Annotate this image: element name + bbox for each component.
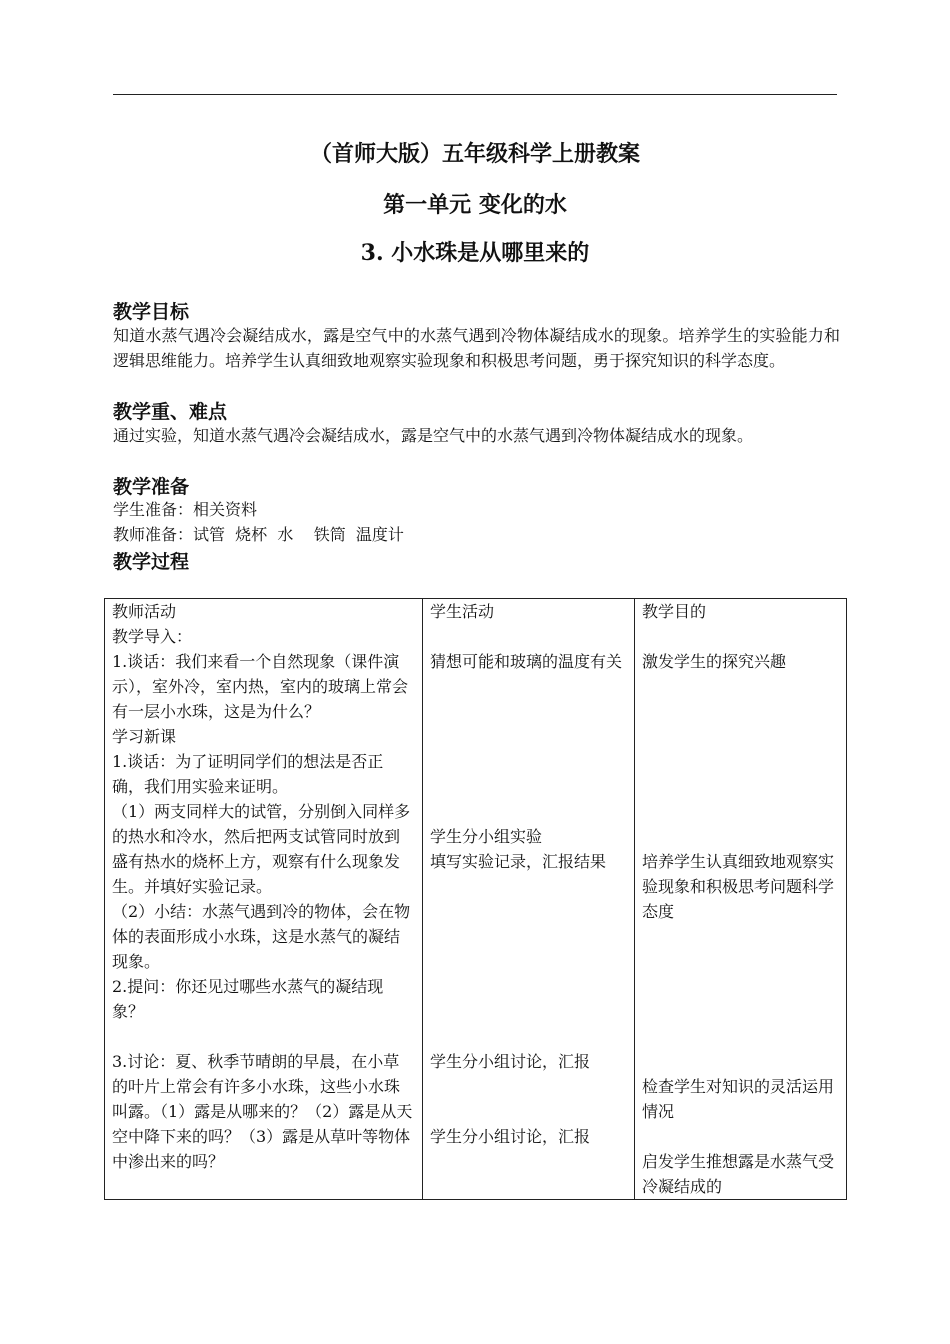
teaching-process-table: [104, 598, 847, 1200]
header-teaching-purpose: 教学目的: [642, 602, 707, 621]
intro-label: 教学导入：: [112, 627, 193, 646]
teaching-purpose-column: [635, 599, 847, 1200]
lesson-title: 3. 小水珠是从哪里来的: [360, 240, 590, 266]
objectives-text: 知道水蒸气遇冷会凝结成水，露是空气中的水蒸气遇到冷物体凝结成水的现象。培养学生的实验能力和逻辑思维能力。培养学生认真细致地观察实验现象和积极思考问题，勇于探究知识的科学态度。: [113, 326, 840, 370]
header-rule: [113, 94, 837, 95]
key-points-text: 通过实验，知道水蒸气遇冷会凝结成水，露是空气中的水蒸气遇到冷物体凝结成水的现象。: [113, 426, 754, 445]
purpose-interest: 激发学生的探究兴趣: [642, 652, 787, 671]
document-title: （首师大版）五年级科学上册教案: [309, 141, 640, 167]
key-points-heading: 教学重、难点: [113, 401, 228, 423]
student-discussion-2: 学生分小组讨论，汇报: [430, 1127, 591, 1146]
preparation-heading: 教学准备: [113, 476, 190, 498]
teacher-preparation: 教师准备：试管 烧杯 水 铁筒 温度计: [113, 525, 404, 544]
experiment-step-1: （1）两支同样大的试管，分别倒入同样多的热水和冷水，然后把两支试管同时放到盛有热水的烧杯上方，观察有什么现象发生。并填好实验记录。: [112, 802, 411, 896]
unit-title: 第一单元 变化的水: [383, 192, 567, 218]
new-lesson-label: 学习新课: [112, 727, 177, 746]
student-discussion-1: 学生分小组讨论，汇报: [430, 1052, 591, 1071]
process-heading: 教学过程: [113, 551, 190, 573]
header-teacher-activity: 教师活动: [112, 602, 177, 621]
student-guess: 猜想可能和玻璃的温度有关: [430, 652, 623, 671]
student-group-experiment: 学生分小组实验: [430, 827, 543, 846]
question-2: 2.提问：你还见过哪些水蒸气的凝结现象？: [112, 977, 384, 1021]
student-activity-column: [423, 599, 635, 1200]
teacher-activity-column: [105, 599, 423, 1200]
objectives-heading: 教学目标: [113, 301, 190, 323]
talk-2: 1.谈话：为了证明同学们的想法是否正确，我们用实验来证明。: [112, 752, 384, 796]
talk-1: 1.谈话：我们来看一个自然现象（课件演示），室外冷，室内热，室内的玻璃上常会有一层小水珠，这是为什么？: [112, 652, 409, 721]
student-record: 填写实验记录，汇报结果: [430, 852, 607, 871]
discussion-3: 3.讨论：夏、秋季节晴朗的早晨，在小草的叶片上常会有许多小水珠，这些小水珠叫露。（1）露是从哪来的？（2）露是从天空中降下来的吗？（3）露是从草叶等物体中渗出来的吗？: [112, 1052, 413, 1171]
purpose-inspire: 启发学生推想露是水蒸气受冷凝结成的: [642, 1152, 835, 1196]
student-preparation: 学生准备：相关资料: [113, 500, 258, 519]
purpose-observation: 培养学生认真细致地观察实验现象和积极思考问题科学态度: [642, 852, 835, 921]
experiment-summary: （2）小结：水蒸气遇到冷的物体，会在物体的表面形成小水珠，这是水蒸气的凝结现象。: [112, 902, 411, 971]
purpose-check: 检查学生对知识的灵活运用情况: [642, 1077, 835, 1121]
header-student-activity: 学生活动: [430, 602, 495, 621]
